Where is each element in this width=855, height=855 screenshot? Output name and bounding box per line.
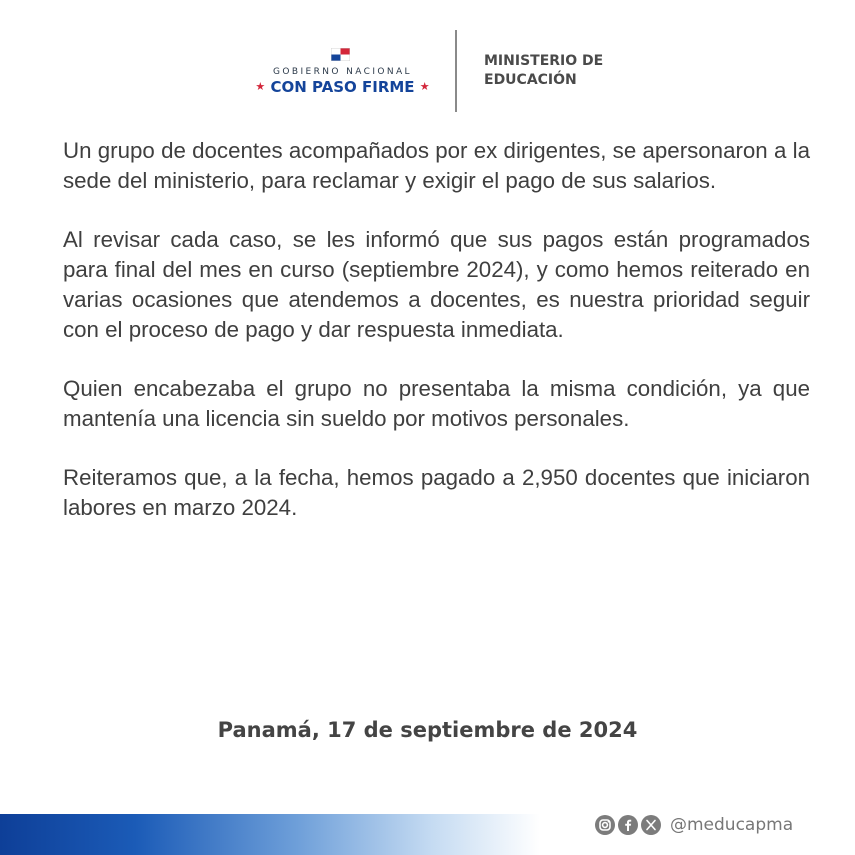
government-line1: GOBIERNO NACIONAL bbox=[273, 67, 412, 77]
ministry-line2: EDUCACIÓN bbox=[484, 72, 577, 88]
ministry-line1: MINISTERIO DE bbox=[484, 53, 604, 69]
paragraph: Al revisar cada caso, se les informó que sus pagos están programados para final del mes en curso (septiembre 2024), y como hemos reiterado en varias ocasiones que atendemos a docentes, es nuestra prioridad seguir con el proceso de pago y dar respuesta inmediata. bbox=[63, 227, 810, 342]
footer-gradient-bar bbox=[0, 814, 540, 855]
statement-body bbox=[63, 136, 810, 552]
ministry-name bbox=[484, 52, 684, 90]
x-icon[interactable] bbox=[641, 815, 661, 835]
panama-flag-icon bbox=[331, 48, 350, 61]
facebook-icon[interactable] bbox=[618, 815, 638, 835]
government-slogan bbox=[250, 78, 435, 96]
star-icon: ★ bbox=[419, 80, 430, 93]
social-links bbox=[595, 814, 793, 836]
paragraph: Un grupo de docentes acompañados por ex dirigentes, se apersonaron a la sede del ministerio, para reclamar y exigir el pago de sus salarios. bbox=[63, 138, 810, 193]
star-icon: ★ bbox=[255, 80, 266, 93]
paragraph: Quien encabezaba el grupo no presentaba la misma condición, ya que mantenía una licencia sin sueldo por motivos personales. bbox=[63, 376, 810, 431]
header-divider bbox=[455, 30, 457, 112]
social-handle[interactable]: @meducapma bbox=[670, 815, 794, 835]
header bbox=[0, 28, 855, 114]
government-logo bbox=[250, 46, 435, 106]
dateline: Panamá, 17 de septiembre de 2024 bbox=[217, 718, 638, 742]
paragraph: Reiteramos que, a la fecha, hemos pagado a 2,950 docentes que iniciaron labores en marzo 2024. bbox=[63, 465, 810, 520]
government-slogan-text: CON PASO FIRME bbox=[270, 78, 415, 96]
instagram-icon[interactable] bbox=[595, 815, 615, 835]
